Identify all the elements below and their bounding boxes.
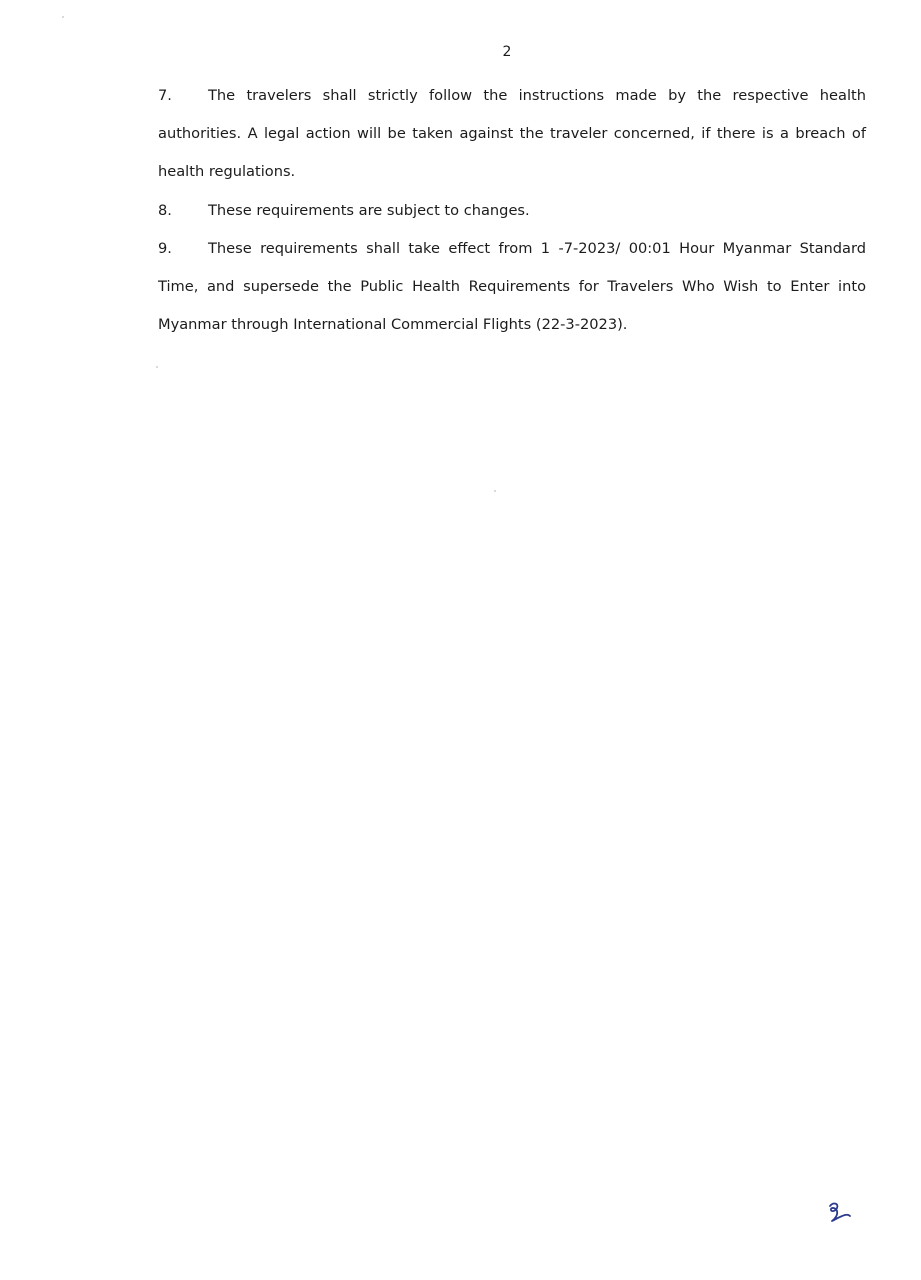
handwritten-initials-icon <box>822 1200 852 1226</box>
item-number: 9. <box>158 240 172 257</box>
item-text: The travelers shall strictly follow the instructions made by the respective health authorities. A legal action will be taken against the traveler concerned, if there is a breach of health regulations. <box>158 87 866 180</box>
item-text: These requirements shall take effect from 1 -7-2023/ 00:01 Hour Myanmar Standard Time, and supersede the Public Health Requirements for Travelers Who Wish to Enter into Myanmar through International Commercial Flights (22-3-2023). <box>158 240 866 333</box>
item-text: These requirements are subject to changes. <box>208 202 530 219</box>
page-number: 2 <box>502 44 512 60</box>
paragraph-item-8 <box>158 192 866 230</box>
paper-speck <box>62 16 64 18</box>
item-number: 8. <box>158 202 172 219</box>
item-number: 7. <box>158 87 172 104</box>
paragraph-item-7 <box>158 77 866 191</box>
paper-speck <box>494 490 496 492</box>
paragraph-item-9 <box>158 230 866 344</box>
paper-speck <box>156 366 158 368</box>
